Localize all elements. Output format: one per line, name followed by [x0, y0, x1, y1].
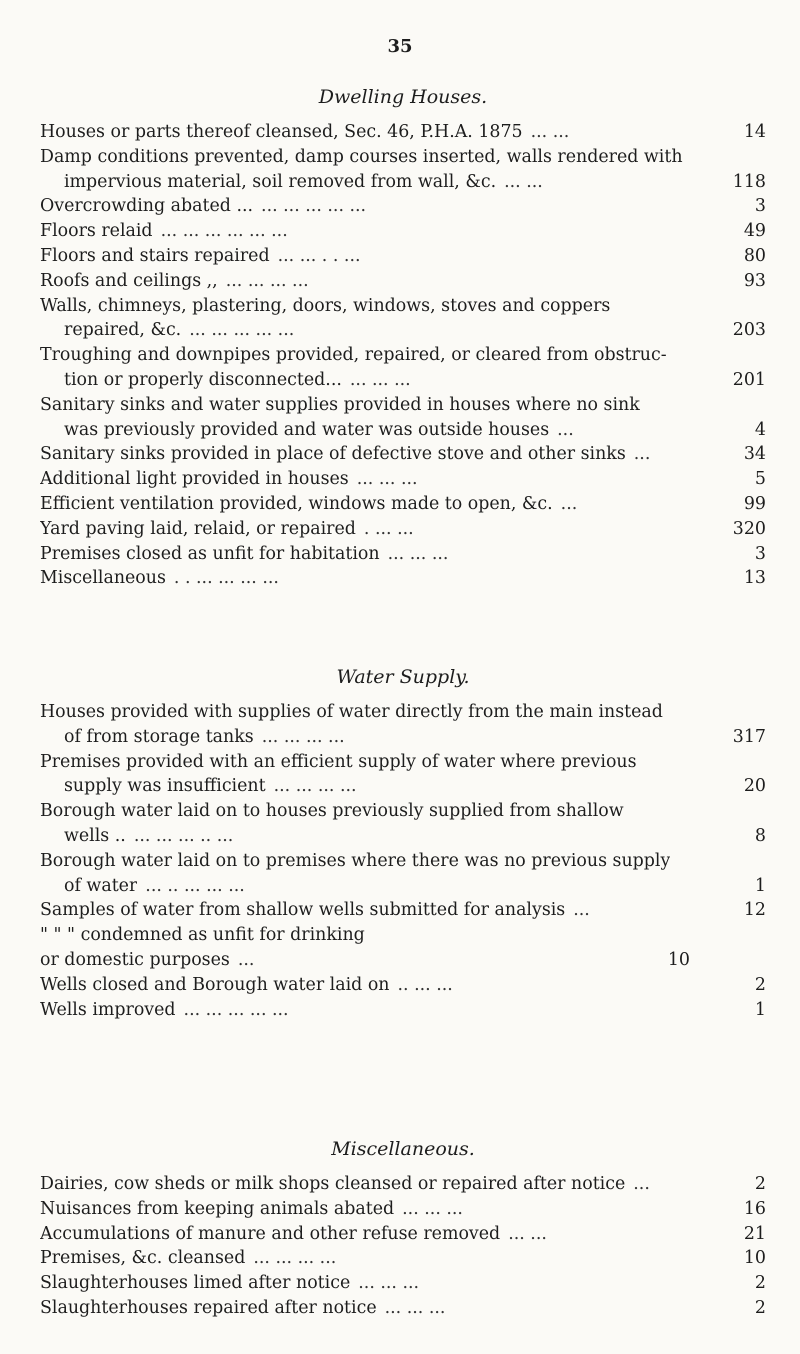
entry-line — [40, 874, 766, 899]
entry-count: 4 — [754, 419, 766, 440]
report-entry — [40, 700, 766, 750]
report-entry — [40, 849, 766, 899]
leader-dots: ... ... ... ... ... — [183, 999, 289, 1020]
entry-count: 93 — [743, 270, 766, 291]
entry-count: 14 — [743, 122, 766, 142]
entry-line — [40, 393, 766, 418]
entry-label: Floors and stairs repaired — [40, 245, 270, 266]
section-miscellaneous — [40, 1134, 766, 1321]
entry-count: 10 — [667, 949, 690, 970]
entry-count: 3 — [754, 196, 766, 217]
report-entry — [40, 343, 766, 393]
entry-label: Slaughterhouses limed after notice — [40, 1273, 351, 1294]
entry-label: Nuisances from keeping animals abated — [40, 1198, 395, 1219]
report-entry — [40, 219, 766, 244]
leader-dots: ... — [573, 900, 590, 921]
entry-list — [40, 120, 766, 591]
entry-label: Miscellaneous — [40, 568, 166, 589]
entry-line — [40, 1222, 766, 1247]
page-number: 35 — [387, 36, 413, 57]
report-entry — [40, 898, 766, 923]
entry-label: Dairies, cow sheds or milk shops cleansed or repaired after notice — [40, 1174, 626, 1194]
entry-label: was previously provided and water was outside houses — [64, 419, 550, 440]
leader-dots: ... ... . . ... — [277, 245, 361, 266]
leader-dots: ... ... ... — [358, 1273, 420, 1294]
entry-line — [40, 145, 766, 170]
leader-dots: ... ... ... — [402, 1198, 463, 1219]
leader-dots: ... ... ... ... — [261, 726, 345, 747]
entry-count: 320 — [732, 518, 766, 539]
report-entry — [40, 750, 766, 800]
report-entry — [40, 294, 766, 344]
section-water-supply — [40, 662, 766, 1022]
entry-line — [40, 750, 766, 775]
entry-line — [40, 492, 766, 517]
entry-count: 2 — [754, 1297, 766, 1318]
entry-label: Slaughterhouses repaired after notice — [40, 1297, 377, 1318]
leader-dots: ... ... ... ... ... — [261, 196, 367, 217]
entry-label: Floors relaid — [40, 221, 153, 242]
leader-dots: ... — [560, 493, 578, 514]
entry-line — [40, 542, 766, 567]
entry-line — [40, 368, 766, 393]
entry-count: 1 — [754, 999, 766, 1020]
entry-count: 20 — [743, 776, 766, 797]
entry-label: Sanitary sinks and water supplies provided in houses where no sink — [40, 394, 640, 415]
leader-dots: .. ... ... — [397, 974, 453, 995]
entry-label: Premises provided with an efficient supply of water where previous — [40, 751, 637, 772]
leader-dots: ... ... ... ... ... — [189, 320, 295, 341]
entry-label: Overcrowding abated ... — [40, 196, 254, 217]
report-entry — [40, 542, 766, 567]
entry-label: of from storage tanks — [64, 726, 254, 747]
entry-line — [40, 898, 766, 923]
entry-line — [40, 343, 766, 368]
entry-line — [40, 442, 766, 467]
entry-label: Additional light provided in houses — [40, 469, 349, 490]
entry-count: 317 — [732, 726, 766, 747]
report-entry — [40, 973, 766, 998]
report-entry — [40, 799, 766, 849]
entry-count: 5 — [754, 469, 766, 490]
leader-dots: ... ... ... — [387, 543, 449, 564]
entry-label: wells .. — [64, 825, 126, 846]
report-entry — [40, 998, 766, 1023]
entry-list — [40, 700, 766, 1022]
entry-label: Wells improved — [40, 999, 176, 1020]
entry-count: 21 — [743, 1223, 766, 1244]
entry-count: 49 — [743, 221, 766, 242]
entry-line — [40, 517, 766, 542]
leader-dots: ... ... ... — [384, 1297, 446, 1318]
entry-line — [40, 948, 766, 973]
leader-dots: ... ... ... — [349, 369, 411, 390]
entry-line — [40, 973, 766, 998]
report-entry — [40, 442, 766, 467]
entry-line — [40, 1246, 766, 1271]
entry-line — [40, 923, 766, 948]
entry-line — [40, 1296, 766, 1321]
entry-line — [40, 318, 766, 343]
leader-dots: ... ... — [508, 1223, 547, 1244]
report-entry — [40, 948, 766, 973]
leader-dots: ... — [237, 949, 255, 970]
report-entry — [40, 1222, 766, 1247]
entry-line — [40, 700, 766, 725]
entry-label: Efficient ventilation provided, windows made to open, &c. — [40, 493, 553, 514]
entry-label: Borough water laid on to premises where there was no previous supply — [40, 850, 671, 871]
entry-line — [40, 849, 766, 874]
report-entry — [40, 120, 766, 145]
entry-label: Premises closed as unfit for habitation — [40, 543, 380, 564]
entry-list — [40, 1172, 766, 1321]
entry-line — [40, 269, 766, 294]
entry-count: 80 — [743, 245, 766, 266]
entry-label: Sanitary sinks provided in place of defective stove and other sinks — [40, 444, 626, 465]
entry-count: 2 — [754, 974, 766, 995]
section-heading: Miscellaneous. — [331, 1138, 475, 1160]
leader-dots: ... ... ... .. ... — [133, 825, 234, 846]
entry-line — [40, 799, 766, 824]
report-entry — [40, 467, 766, 492]
entry-label: " " " condemned as unfit for drinking — [40, 925, 365, 946]
entry-label: Houses or parts thereof cleansed, Sec. 46, P.H.A. 1875 — [40, 122, 523, 142]
entry-count: 13 — [743, 568, 766, 589]
entry-label: Wells closed and Borough water laid on — [40, 974, 390, 995]
entry-line — [40, 120, 766, 145]
leader-dots: . . ... ... ... ... — [173, 568, 279, 589]
entry-label: or domestic purposes — [40, 949, 230, 970]
report-entry — [40, 566, 766, 591]
leader-dots: ... ... ... ... — [273, 776, 357, 797]
entry-line — [40, 219, 766, 244]
report-entry — [40, 1246, 766, 1271]
entry-count: 203 — [732, 320, 766, 341]
entry-count: 2 — [754, 1273, 766, 1294]
entry-line — [40, 774, 766, 799]
report-entry — [40, 923, 766, 948]
report-entry — [40, 393, 766, 443]
entry-label: Roofs and ceilings ,, — [40, 270, 218, 291]
entry-label: Troughing and downpipes provided, repaired, or cleared from obstruc- — [40, 345, 667, 366]
entry-count: 1 — [754, 875, 766, 896]
entry-count: 16 — [743, 1198, 766, 1219]
leader-dots: ... ... — [504, 171, 543, 192]
section-dwelling-houses — [40, 82, 766, 591]
entry-count: 118 — [732, 171, 766, 192]
entry-count: 99 — [743, 493, 766, 514]
leader-dots: ... — [633, 444, 651, 465]
entry-label: Walls, chimneys, plastering, doors, windows, stoves and coppers — [40, 295, 611, 316]
report-entry — [40, 517, 766, 542]
entry-label: of water — [64, 875, 138, 896]
entry-label: tion or properly disconnected... — [64, 369, 342, 390]
entry-line — [40, 998, 766, 1023]
section-heading: Water Supply. — [336, 666, 470, 688]
entry-line — [40, 194, 766, 219]
report-entry — [40, 145, 766, 195]
report-entry — [40, 194, 766, 219]
report-entry — [40, 1271, 766, 1296]
leader-dots: ... ... ... — [356, 469, 418, 490]
entry-line — [40, 294, 766, 319]
leader-dots: ... .. ... ... ... — [145, 875, 245, 896]
entry-count: 3 — [754, 543, 766, 564]
entry-count: 201 — [732, 369, 766, 390]
report-entry — [40, 269, 766, 294]
entry-line — [40, 566, 766, 591]
entry-label: Premises, &c. cleansed — [40, 1248, 246, 1269]
report-entry — [40, 492, 766, 517]
section-heading: Dwelling Houses. — [318, 86, 488, 108]
entry-label: impervious material, soil removed from wall, &c. — [64, 171, 497, 192]
entry-line — [40, 170, 766, 195]
leader-dots: ... — [557, 419, 574, 440]
entry-label: repaired, &c. — [64, 320, 182, 341]
entry-line — [40, 467, 766, 492]
entry-count: 12 — [743, 900, 766, 921]
entry-label: Houses provided with supplies of water directly from the main instead — [40, 702, 663, 722]
entry-line — [40, 1271, 766, 1296]
entry-line — [40, 1172, 766, 1197]
leader-dots: ... ... ... ... — [253, 1248, 337, 1269]
report-entry — [40, 1172, 766, 1197]
report-entry — [40, 1197, 766, 1222]
entry-count: 10 — [743, 1248, 766, 1269]
leader-dots: ... ... — [530, 122, 570, 142]
entry-label: Borough water laid on to houses previously supplied from shallow — [40, 801, 624, 822]
entry-line — [40, 1197, 766, 1222]
entry-label: Yard paving laid, relaid, or repaired — [40, 518, 356, 539]
entry-count: 2 — [754, 1174, 766, 1194]
entry-count: 34 — [743, 444, 766, 465]
entry-label: Accumulations of manure and other refuse removed — [40, 1223, 501, 1244]
leader-dots: ... — [633, 1174, 650, 1194]
leader-dots: . ... ... — [363, 518, 414, 539]
entry-line — [40, 725, 766, 750]
entry-line — [40, 418, 766, 443]
entry-label: Samples of water from shallow wells submitted for analysis — [40, 900, 566, 921]
entry-line — [40, 244, 766, 269]
report-entry — [40, 244, 766, 269]
entry-label: supply was insufficient — [64, 776, 266, 797]
entry-label: Damp conditions prevented, damp courses inserted, walls rendered with — [40, 146, 683, 167]
entry-count: 8 — [754, 825, 766, 846]
entry-line — [40, 824, 766, 849]
report-entry — [40, 1296, 766, 1321]
leader-dots: ... ... ... ... — [225, 270, 309, 291]
leader-dots: ... ... ... ... ... ... — [160, 221, 288, 242]
